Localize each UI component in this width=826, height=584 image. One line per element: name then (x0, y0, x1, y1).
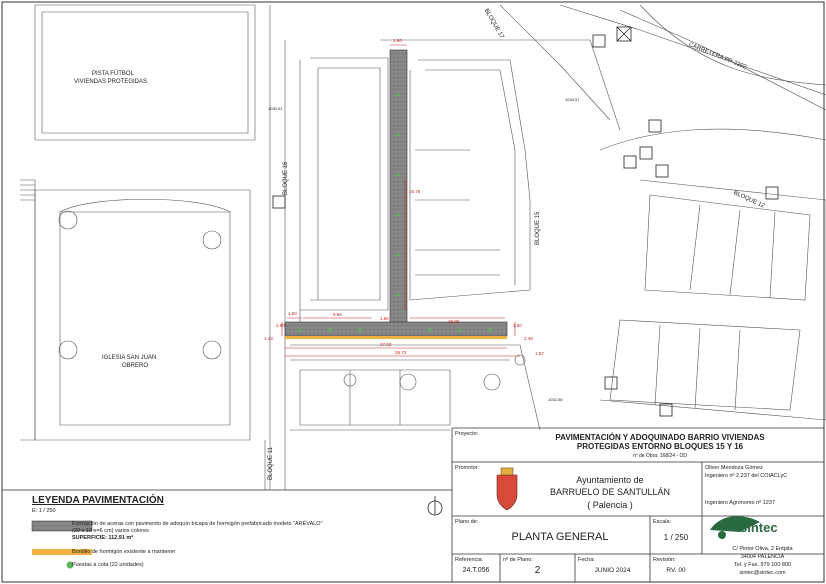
company-phone: Tel. y Fax. 979 100 800 (733, 562, 792, 568)
dim-157: 1.57 (535, 351, 544, 356)
date-value: JUNIO 2024 (594, 567, 631, 574)
promotor-line2: BARRUELO DE SANTULLÁN (549, 487, 671, 497)
project-obra: nº de Obra: 168/24 - OD (632, 453, 688, 459)
legend-title: LEYENDA PAVIMENTACIÓN (32, 495, 164, 506)
legend-item1-line2: (20 x 10 e=6 cm) varios colores (72, 528, 149, 534)
ref-value: 24.T.056 (462, 567, 490, 574)
legend-scale: E: 1 / 250 (32, 508, 56, 514)
dim-2703: 27.03 (380, 342, 392, 347)
dim-260: 2.60 (276, 323, 285, 328)
vertical-paving-strip (390, 50, 407, 335)
legend-item1-line1: Formación de aceras con pavimento de adoquín bicapa de hormigón prefabricado modelo "ARÉVALO" (72, 521, 323, 527)
engineer-2-title: Ingeniero Agrónomo nº 1237 (705, 500, 775, 506)
promotor-line3: ( Palencia ) (587, 500, 633, 510)
plan-label: Plano de: (455, 519, 479, 525)
dim-1505: 15.05 (448, 319, 460, 324)
label-iglesia-2: OBRERO (122, 363, 149, 369)
elev-1: 1030.01 (268, 106, 283, 111)
curb-strip (285, 336, 507, 339)
label-viviendas: VIVIENDAS PROTEGIDAS (74, 79, 148, 85)
legend-item3: Puestas a cota (22 unidades) (72, 562, 144, 568)
rev-label: Revisión: (653, 557, 676, 563)
dim-160-mid: 1.60 (380, 316, 389, 321)
scale-label: Escala: (653, 519, 672, 525)
dim-966: 9.66 (333, 312, 342, 317)
label-bloque-17: BLOQUE 17 (482, 8, 505, 40)
legend-item1-line3: SUPERFICIE: 112,91 m² (72, 535, 134, 541)
rev-value: RV. 00 (666, 567, 686, 574)
dim-160-right: 1.60 (513, 323, 522, 328)
company-email: sintec@sintec.com (739, 570, 786, 576)
label-pista: PISTA FÚTBOL (92, 71, 134, 77)
date-label: Fecha: (578, 557, 595, 563)
label-bloque-12: BLOQUE 12 (732, 190, 766, 210)
label-iglesia-1: IGLESIA SAN JUAN (102, 355, 157, 361)
engineer-1-name: Oliver Mendoza Gómez (705, 465, 763, 471)
elev-2: 1034.57 (565, 97, 580, 102)
promotor-line1: Ayuntamiento de (576, 475, 644, 485)
project-label: Proyecto: (455, 431, 479, 437)
project-title-1: PAVIMENTACIÓN Y ADOQUINADO BARRIO VIVIENDAS (555, 433, 765, 442)
engineer-1-title: Ingeniero nº 2.237 del COIACLyC (705, 473, 788, 479)
legend-item2: Bordillo de hormigón existente a mantener (72, 549, 176, 555)
dim-160-left: 1.60 (288, 311, 297, 316)
legend (28, 493, 448, 577)
dim-160-top: 1.60 (393, 38, 402, 43)
dim-249: 2.49 (524, 336, 533, 341)
project-title-2: PROTEGIDAS ENTORNO BLOQUES 15 Y 16 (576, 442, 744, 451)
sheet-value: 2 (534, 565, 541, 576)
sheet-label: nº de Plano: (503, 557, 533, 563)
label-bloque-16: BLOQUE 16 (283, 161, 289, 195)
promotor-label: Promotor: (455, 465, 480, 471)
company-brand: sintec (740, 520, 778, 535)
dim-1676: 16.76 (409, 189, 421, 194)
label-bloque-15: BLOQUE 15 (535, 211, 541, 245)
company-address1: C/ Pintor Oliva, 2 Entpita (732, 546, 793, 552)
ref-label: Referencia: (455, 557, 484, 563)
scale-value: 1 / 250 (663, 533, 689, 542)
plan-name: PLANTA GENERAL (511, 531, 609, 543)
company-address2: 34004 PALENCIA (740, 554, 785, 560)
elev-3: 1032.56 (548, 397, 563, 402)
label-bloque-11: BLOQUE 11 (268, 447, 274, 480)
dim-113: 1.13 (264, 336, 273, 341)
dim-2973: 29.73 (395, 350, 407, 355)
label-carretera: CARRETERA PP-2202 (687, 42, 748, 71)
